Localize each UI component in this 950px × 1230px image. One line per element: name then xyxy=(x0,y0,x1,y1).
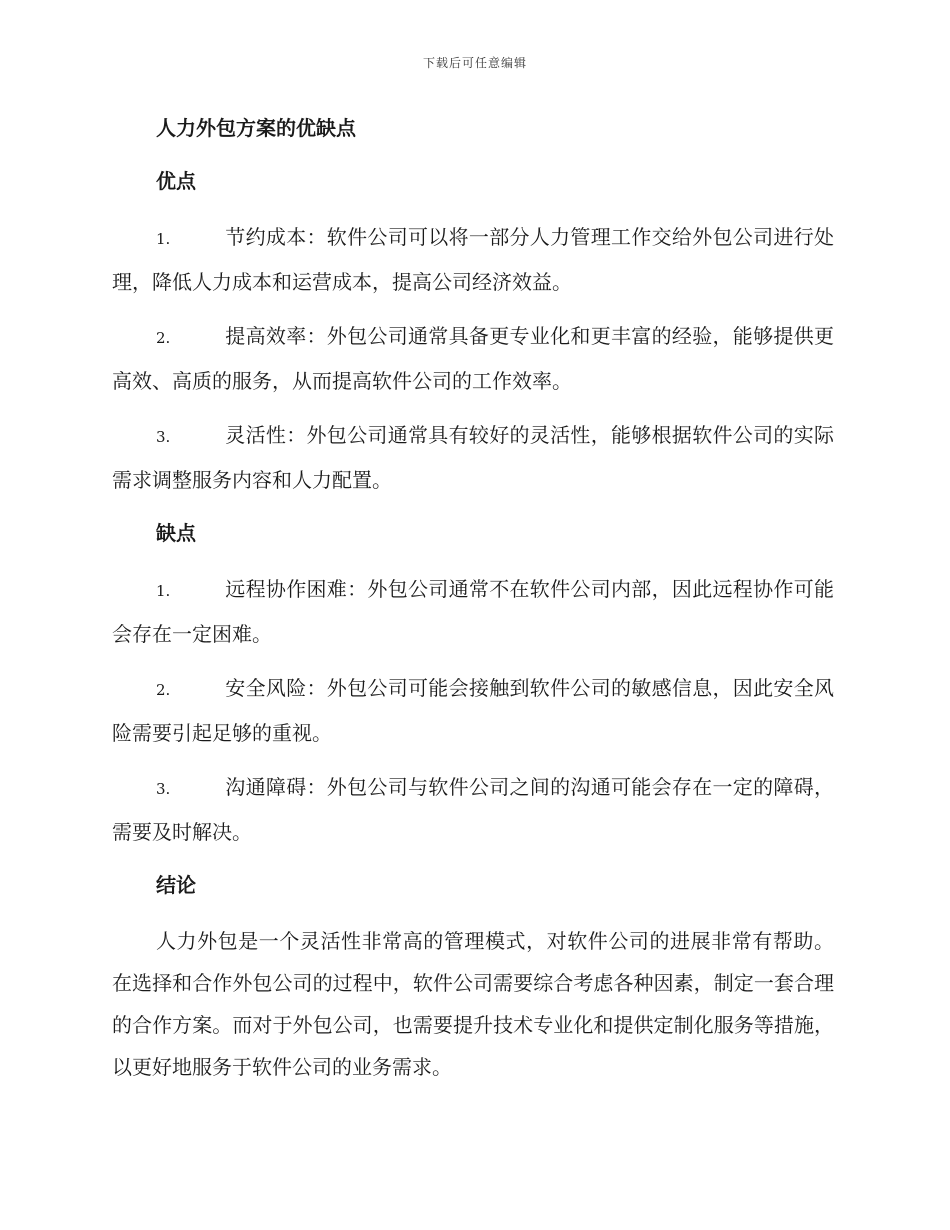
item-text: 远程协作困难：外包公司通常不在软件公司内部，因此远程协作可能会存在一定困难。 xyxy=(112,577,834,646)
conclusion-heading: 结论 xyxy=(156,873,196,897)
item-number: 1. xyxy=(156,230,171,248)
item-text: 节约成本：软件公司可以将一部分人力管理工作交给外包公司进行处理，降低人力成本和运营成本，提高公司经济效益。 xyxy=(112,225,834,294)
document-title: 人力外包方案的优缺点 xyxy=(156,116,356,140)
document-body xyxy=(112,108,834,1088)
disadvantage-item-2 xyxy=(112,667,834,755)
disadvantage-item-1 xyxy=(112,568,834,656)
conclusion-paragraph: 人力外包是一个灵活性非常高的管理模式，对软件公司的进展非常有帮助。在选择和合作外包公司的过程中，软件公司需要综合考虑各种因素，制定一套合理的合作方案。而对于外包公司，也需要提升技术专业化和提供定制化服务等措施，以更好地服务于软件公司的业务需求。 xyxy=(112,929,834,1079)
item-text: 沟通障碍：外包公司与软件公司之间的沟通可能会存在一定的障碍，需要及时解决。 xyxy=(112,775,834,844)
disadvantages-heading: 缺点 xyxy=(156,521,196,545)
item-number: 1. xyxy=(156,582,171,600)
page-header: 下载后可任意编辑 xyxy=(422,56,527,70)
advantage-item-3 xyxy=(112,414,834,502)
item-number: 2. xyxy=(156,681,171,699)
item-text: 提高效率：外包公司通常具备更专业化和更丰富的经验，能够提供更高效、高质的服务，从而提高软件公司的工作效率。 xyxy=(112,324,834,393)
item-number: 3. xyxy=(156,780,171,798)
advantage-item-1 xyxy=(112,216,834,304)
disadvantage-item-3 xyxy=(112,766,834,854)
item-text: 灵活性：外包公司通常具有较好的灵活性，能够根据软件公司的实际需求调整服务内容和人力配置。 xyxy=(112,423,834,492)
item-number: 2. xyxy=(156,329,171,347)
item-number: 3. xyxy=(156,428,171,446)
advantage-item-2 xyxy=(112,315,834,403)
advantages-heading: 优点 xyxy=(156,169,196,193)
item-text: 安全风险：外包公司可能会接触到软件公司的敏感信息，因此安全风险需要引起足够的重视。 xyxy=(112,676,834,745)
